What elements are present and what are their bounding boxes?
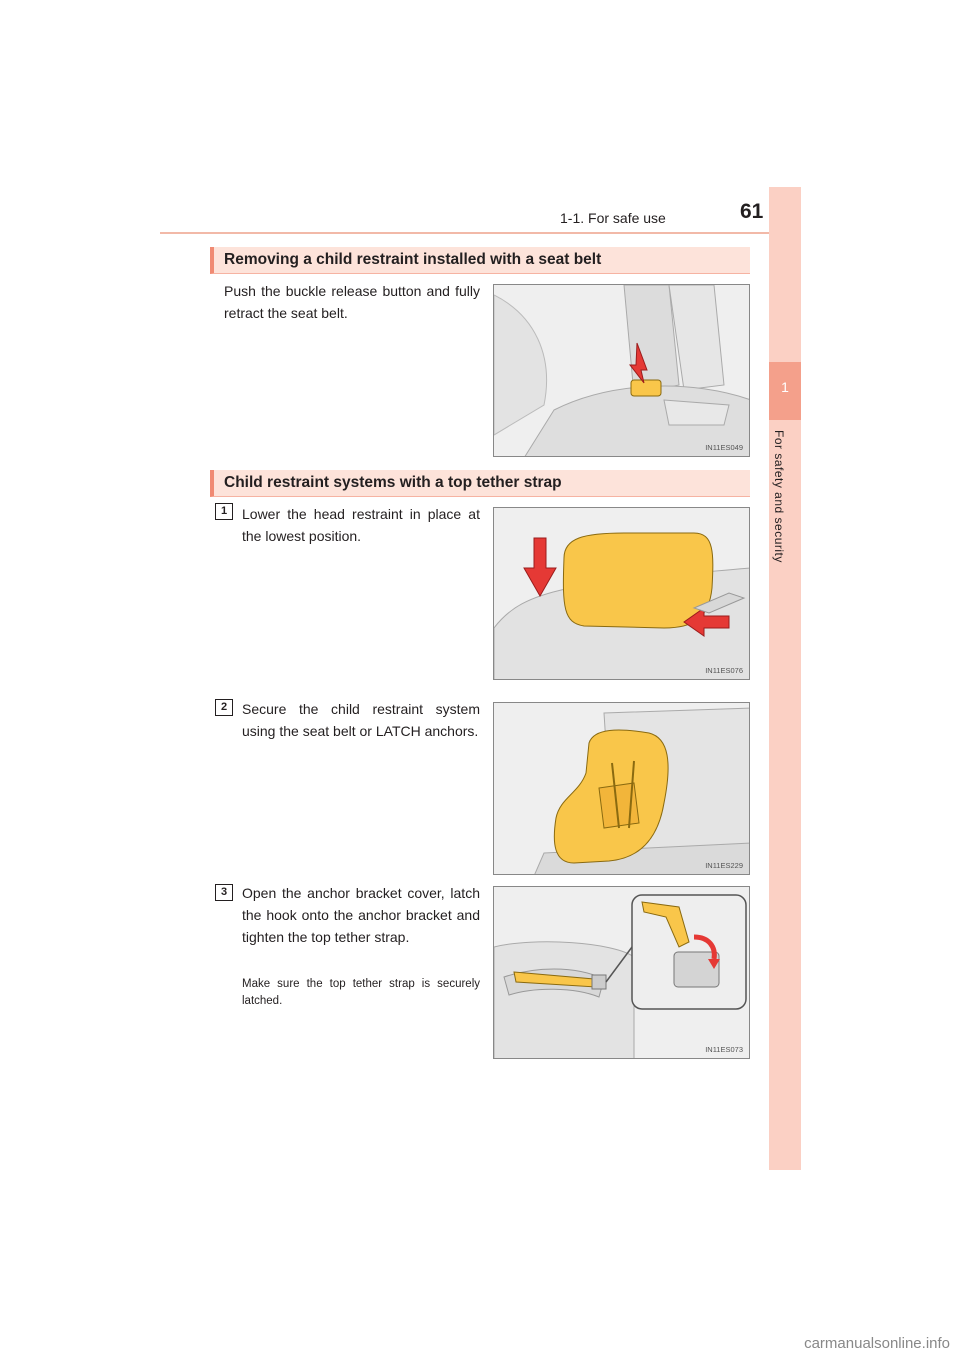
section-heading-text: Removing a child restraint installed with a seat belt <box>224 251 602 268</box>
step-1-text: Lower the head restraint in place at the lowest position. <box>242 506 480 544</box>
chapter-title-tab <box>772 430 798 580</box>
chapter-title: For safety and security <box>772 430 786 563</box>
step-number-badge: 3 <box>215 884 233 901</box>
illustration-head-restraint <box>493 507 750 680</box>
section-heading-text: Child restraint systems with a top tether strap <box>224 474 562 491</box>
chapter-number-tab <box>769 362 801 420</box>
illustration-code: IN11ES049 <box>705 443 743 452</box>
section-heading-removing <box>210 247 750 274</box>
page-number: 61 <box>740 200 764 223</box>
chapter-number: 1 <box>781 379 789 395</box>
header-divider <box>160 232 770 234</box>
footer-watermark: carmanualsonline.info <box>804 1335 950 1352</box>
illustration-code: IN11ES076 <box>705 666 743 675</box>
illustration-code: IN11ES073 <box>705 1045 743 1054</box>
section-heading-top-tether <box>210 470 750 497</box>
step-2-text: Secure the child restraint system using the seat belt or LATCH anchors. <box>242 701 480 739</box>
illustration-anchor-bracket <box>493 886 750 1059</box>
step-number-badge: 1 <box>215 503 233 520</box>
step-3-text: Open the anchor bracket cover, latch the hook onto the anchor bracket and tighten the top tether strap. <box>242 885 480 945</box>
section1-body: Push the buckle release button and fully retract the seat belt. <box>224 283 480 321</box>
header-section-title: 1-1. For safe use <box>560 210 666 226</box>
illustration-code: IN11ES229 <box>705 861 743 870</box>
illustration-child-seat <box>493 702 750 875</box>
chapter-side-tab <box>769 187 801 1170</box>
step-number-badge: 2 <box>215 699 233 716</box>
illustration-buckle-release <box>493 284 750 457</box>
step-3-note: Make sure the top tether strap is securely latched. <box>242 978 480 1007</box>
